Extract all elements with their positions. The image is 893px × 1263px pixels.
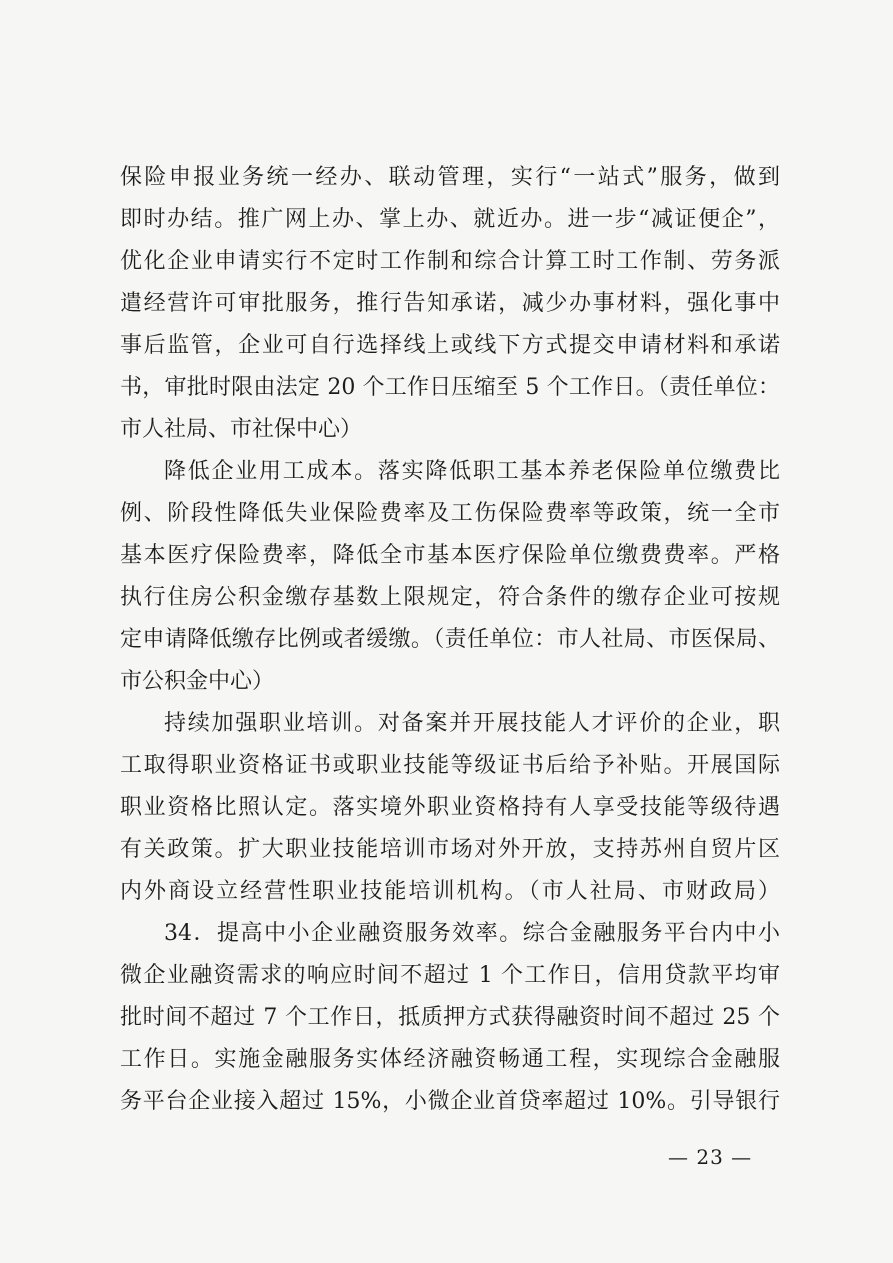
text-line: 例、阶段性降低失业保险费率及工伤保险费率等政策，统一全市 — [120, 501, 780, 526]
text-line: 基本医疗保险费率，降低全市基本医疗保险单位缴费费率。严格 — [120, 543, 780, 568]
text-line: 持续加强职业培训。对备案并开展技能人才评价的企业，职 — [164, 711, 780, 736]
text-line: 批时间不超过 7 个工作日，抵质押方式获得融资时间不超过 25 个 — [120, 1005, 780, 1030]
text-line: 遣经营许可审批服务，推行告知承诺，减少办事材料，强化事中 — [120, 291, 780, 316]
text-line: 市公积金中心） — [120, 669, 275, 694]
text-line: 优化企业申请实行不定时工作制和综合计算工时工作制、劳务派 — [120, 249, 780, 274]
text-line: 有关政策。扩大职业技能培训市场对外开放，支持苏州自贸片区 — [120, 837, 780, 862]
text-line: 内外商设立经营性职业技能培训机构。（市人社局、市财政局） — [120, 879, 780, 904]
body-text — [120, 157, 780, 1123]
text-line: 34．提高中小企业融资服务效率。综合金融服务平台内中小 — [164, 921, 780, 946]
text-line: 书，审批时限由法定 20 个工作日压缩至 5 个工作日。（责任单位： — [120, 375, 780, 400]
text-line: 市人社局、市社保中心） — [120, 417, 363, 442]
text-line: 事后监管，企业可自行选择线上或线下方式提交申请材料和承诺 — [120, 333, 780, 358]
text-line: 执行住房公积金缴存基数上限规定，符合条件的缴存企业可按规 — [120, 585, 780, 610]
text-line: 职业资格比照认定。落实境外职业资格持有人享受技能等级待遇 — [120, 795, 780, 820]
text-line: 定申请降低缴存比例或者缓缴。（责任单位：市人社局、市医保局、 — [120, 627, 780, 652]
page-number: — 23 — — [668, 1145, 753, 1169]
text-line: 微企业融资需求的响应时间不超过 1 个工作日，信用贷款平均审 — [120, 963, 780, 988]
text-line: 即时办结。推广网上办、掌上办、就近办。进一步“减证便企”， — [120, 207, 780, 232]
text-line: 降低企业用工成本。落实降低职工基本养老保险单位缴费比 — [164, 459, 780, 484]
text-line: 工作日。实施金融服务实体经济融资畅通工程，实现综合金融服 — [120, 1047, 780, 1072]
text-line: 保险申报业务统一经办、联动管理，实行“一站式”服务，做到 — [120, 165, 780, 190]
text-line: 工取得职业资格证书或职业技能等级证书后给予补贴。开展国际 — [120, 753, 780, 778]
text-line: 务平台企业接入超过 15%，小微企业首贷率超过 10%。引导银行 — [120, 1089, 780, 1114]
